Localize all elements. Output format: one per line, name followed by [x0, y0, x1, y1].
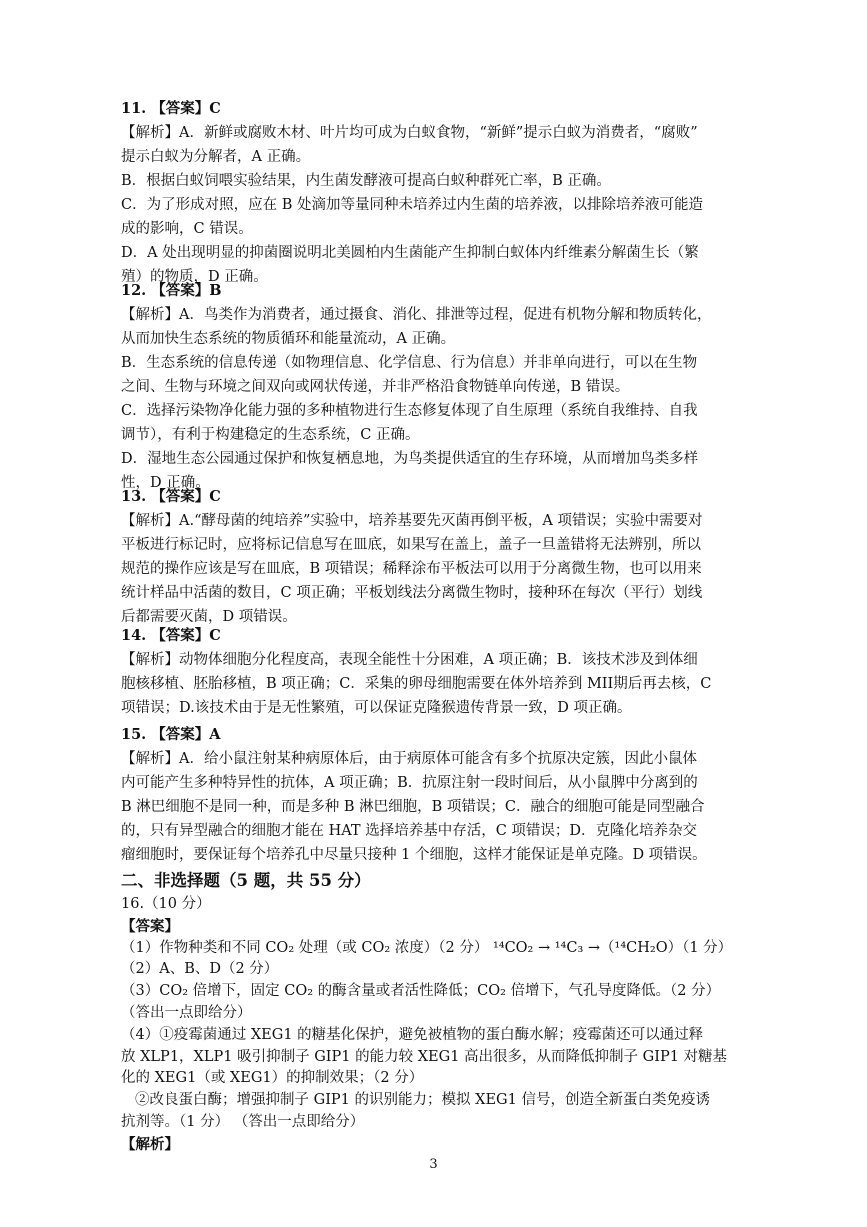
- q12-line: 性，D 正确。: [121, 475, 210, 491]
- q16-line: （答出一点即给分）: [121, 1004, 252, 1021]
- q16-line: （3）CO₂ 倍增下，固定 CO₂ 的酶含量或者活性降低；CO₂ 倍增下，气孔导度降低。（2 分）: [121, 983, 721, 1000]
- q11-line: C．为了形成对照，应在 B 处滴加等量同种未培养过内生菌的培养液，以排除培养液可能造: [121, 197, 703, 213]
- q11-line: B．根据白蚁饲喂实验结果，内生菌发酵液可提高白蚁种群死亡率，B 正确。: [121, 173, 611, 189]
- q14-line: 项错误；D.该技术由于是无性繁殖，可以保证克隆猴遗传背景一致，D 项正确。: [121, 700, 632, 716]
- q11-block: [121, 97, 751, 289]
- q15-line: 瘤细胞时，要保证每个培养孔中尽量只接种 1 个细胞，这样才能保证是单克隆。D 项错误。: [121, 847, 707, 863]
- q13-block: [121, 485, 751, 629]
- q15-line: B 淋巴细胞不是同一种，而是多种 B 淋巴细胞，B 项错误；C．融合的细胞可能是同型融合: [121, 799, 705, 815]
- q15-block: [121, 723, 751, 867]
- q12-answer: 12. 【答案】B: [121, 282, 222, 299]
- q14-line: 胞核移植、胚胎移植，B 项正确；C．采集的卵母细胞需要在体外培养到 MII期后再去核，C: [121, 676, 712, 692]
- q13-line: 平板进行标记时，应将标记信息写在皿底，如果写在盖上，盖子一旦盖错将无法辨别，所以: [121, 537, 701, 553]
- q13-line: 规范的操作应该是写在皿底，B 项错误；稀释涂布平板法可以用于分离微生物，也可以用来: [121, 561, 702, 577]
- q16-line: （2）A、B、D（2 分）: [121, 961, 279, 978]
- q11-line: 殖）的物质，D 正确。: [121, 269, 268, 285]
- q16-line: 化的 XEG1（或 XEG1）的抑制效果；（2 分）: [121, 1070, 424, 1087]
- q16-line: （4）①疫霉菌通过 XEG1 的糖基化保护，避免被植物的蛋白酶水解；疫霉菌还可以通过释: [121, 1026, 704, 1043]
- q11-line: D．A 处出现明显的抑菌圈说明北美圆柏内生菌能产生抑制白蚁体内纤维素分解菌生长（繁: [121, 245, 699, 261]
- q16-line: 放 XLP1，XLP1 吸引抑制子 GIP1 的能力较 XEG1 高出很多，从而降低抑制子 GIP1 对糖基: [121, 1048, 728, 1065]
- q13-line: 【解析】A.“酵母菌的纯培养”实验中，培养基要先灭菌再倒平板，A 项错误；实验中需要对: [121, 513, 703, 529]
- q16-line: 抗剂等。（1 分） （答出一点即给分）: [121, 1113, 365, 1130]
- q12-line: B．生态系统的信息传递（如物理信息、化学信息、行为信息）并非单向进行，可以在生物: [121, 355, 698, 371]
- q11-line: 提示白蚁为分解者，A 正确。: [121, 149, 311, 165]
- q16-answer-tag: 【答案】: [121, 917, 179, 935]
- q13-line: 后都需要灭菌，D 项错误。: [121, 609, 297, 625]
- q13-answer: 13. 【答案】C: [121, 488, 221, 505]
- q11-line: 【解析】A．新鲜或腐败木材、叶片均可成为白蚁食物，“新鲜”提示白蚁为消费者，“腐败”: [121, 125, 698, 141]
- q16-header: 16.（10 分）: [121, 896, 211, 912]
- q15-line: 的，只有异型融合的细胞才能在 HAT 选择培养基中存活，C 项错误；D．克隆化培养杂交: [121, 823, 698, 839]
- q12-line: 从而加快生态系统的物质循环和能量流动，A 正确。: [121, 331, 456, 347]
- q11-line: 成的影响，C 错误。: [121, 221, 253, 237]
- q15-answer: 15. 【答案】A: [121, 726, 221, 743]
- q15-line: 【解析】A．给小鼠注射某种病原体后，由于病原体可能含有多个抗原决定簇，因此小鼠体: [121, 751, 697, 767]
- q12-line: 之间、生物与环境之间双向或网状传递，并非严格沿食物链单向传递，B 错误。: [121, 379, 630, 395]
- q12-line: C．选择污染物净化能力强的多种植物进行生态修复体现了自生原理（系统自我维持、自我: [121, 403, 698, 419]
- q12-block: [121, 279, 751, 495]
- q12-line: D．湿地生态公园通过保护和恢复栖息地，为鸟类提供适宜的生存环境，从而增加鸟类多样: [121, 451, 699, 467]
- q13-line: 统计样品中活菌的数目，C 项正确；平板划线法分离微生物时，接种环在每次（平行）划线: [121, 585, 703, 601]
- q16-block: [121, 894, 751, 1156]
- section-title: 二、非选择题（5 题，共 55 分）: [121, 871, 371, 890]
- q16-line: （1）作物种类和不同 CO₂ 处理（或 CO₂ 浓度）（2 分） ¹⁴CO₂ → ¹⁴C₃ →（¹⁴CH₂O）（1 分）: [121, 939, 733, 956]
- q11-answer: 11. 【答案】C: [121, 100, 221, 117]
- q15-line: 内可能产生多种特异性的抗体，A 项正确；B．抗原注射一段时间后，从小鼠脾中分离到的: [121, 775, 698, 791]
- q14-line: 【解析】动物体细胞分化程度高，表现全能性十分困难，A 项正确；B．该技术涉及到体细: [121, 652, 698, 668]
- q16-analysis-tag: 【解析】: [121, 1135, 179, 1153]
- q16-line: ②改良蛋白酶；增强抑制子 GIP1 的识别能力；模拟 XEG1 信号，创造全新蛋白类免疫诱: [135, 1092, 710, 1109]
- q14-block: [121, 624, 751, 720]
- page-number: 3: [429, 1157, 438, 1172]
- q14-answer: 14. 【答案】C: [121, 627, 221, 644]
- q12-line: 调节），有利于构建稳定的生态系统，C 正确。: [121, 427, 420, 443]
- q12-line: 【解析】A．鸟类作为消费者，通过摄食、消化、排泄等过程，促进有机物分解和物质转化，: [121, 307, 712, 323]
